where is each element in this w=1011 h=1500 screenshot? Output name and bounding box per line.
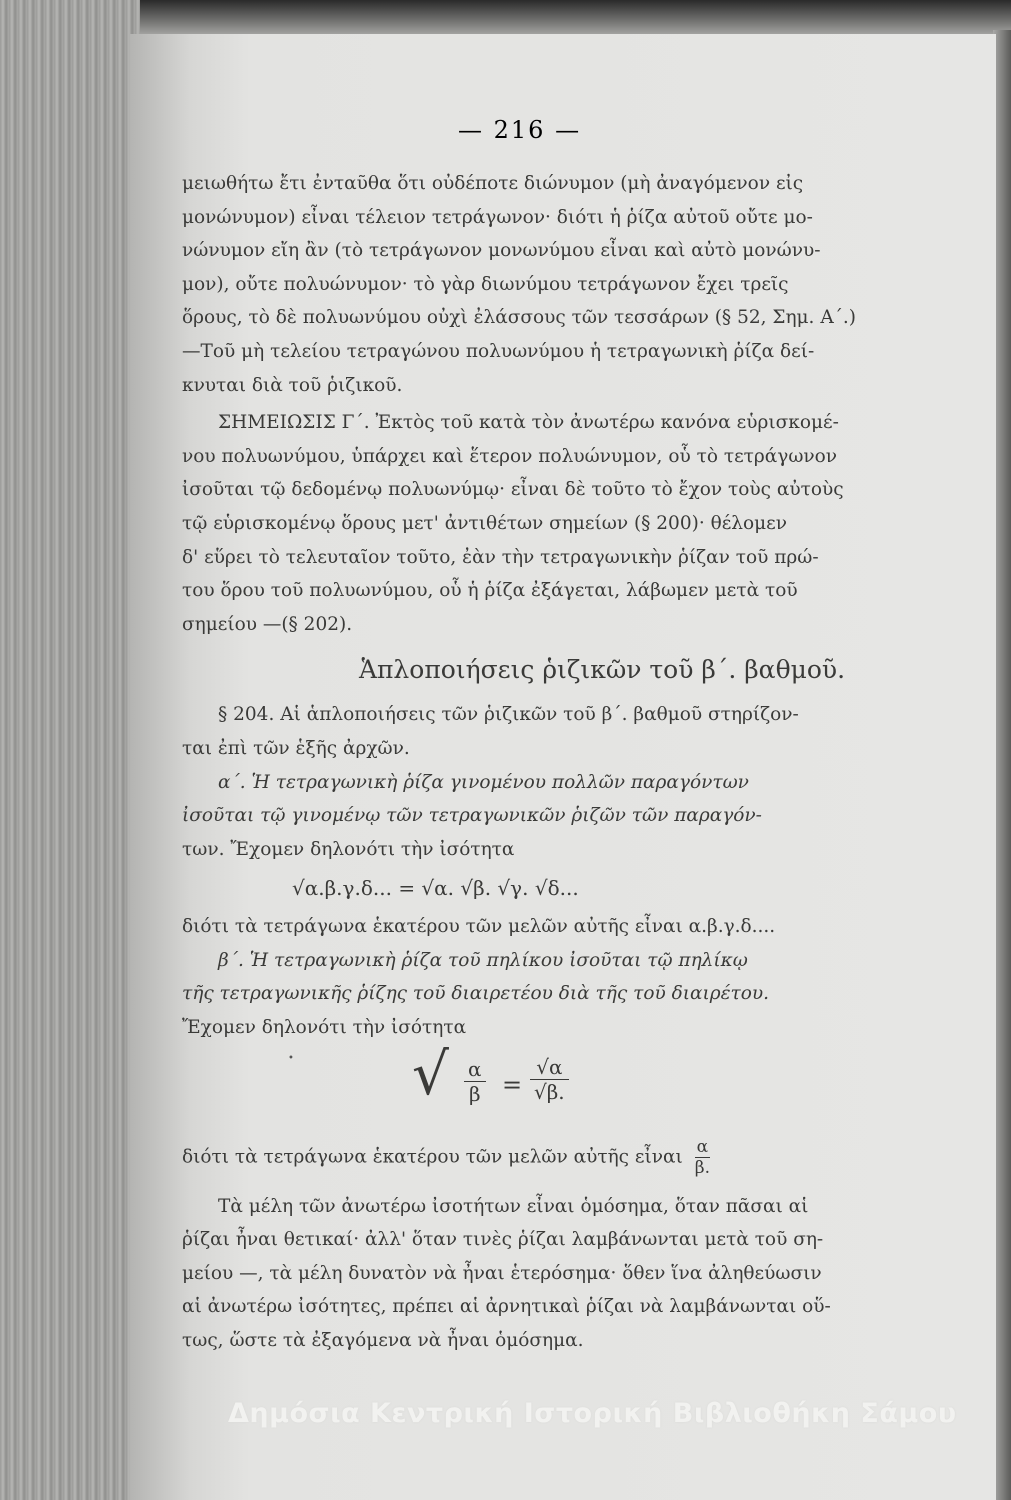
text-line: § 204. Αἱ ἁπλοποιήσεις τῶν ῥιζικῶν τοῦ β΄. βαθμοῦ στηρίζον- xyxy=(218,704,799,726)
rule-beta xyxy=(182,944,982,1045)
text-line: Τὰ μέλη τῶν ἀνωτέρω ἰσοτήτων εἶναι ὁμόσημα, ὅταν πᾶσαι αἱ xyxy=(218,1195,809,1217)
fraction-denominator: β. xyxy=(694,1157,711,1178)
text-line: ΣΗΜΕΙΩΣΙΣ Γ΄. Ἐκτὸς τοῦ κατὰ τὸν ἀνωτέρω κανόνα εὑρισκομέ- xyxy=(218,412,839,434)
text-line: των. Ἔχομεν δηλονότι τὴν ἰσότητα xyxy=(182,838,515,860)
text-line: τῆς τετραγωνικῆς ῥίζης τοῦ διαιρετέου διὰ τῆς τοῦ διαιρέτου. xyxy=(182,983,770,1005)
fraction-left xyxy=(464,1057,486,1106)
text-span: διότι τὰ τετράγωνα ἑκατέρου τῶν μελῶν αὐτῆς εἶναι xyxy=(182,1146,683,1168)
text-line: μονώνυμον) εἶναι τέλειον τετράγωνον· διότι ἡ ῥίζα αὐτοῦ οὔτε μο- xyxy=(182,206,813,228)
text-line: Ἔχομεν δηλονότι τὴν ἰσότητα xyxy=(182,1017,467,1039)
text-line: ἰσοῦται τῷ δεδομένῳ πολυωνύμῳ· εἶναι δὲ τοῦτο τὸ ἔχον τοὺς αὐτοὺς xyxy=(182,479,844,501)
book-page-stack xyxy=(0,0,140,1500)
text-line: κνυται διὰ τοῦ ῥιζικοῦ. xyxy=(182,374,403,396)
fraction-denominator: β xyxy=(468,1081,481,1106)
text-line: α΄. Ἡ τετραγωνικὴ ῥίζα γινομένου πολλῶν παραγόντων xyxy=(218,771,749,793)
page-body xyxy=(182,119,982,1358)
text-line: ται ἐπὶ τῶν ἑξῆς ἀρχῶν. xyxy=(182,737,410,759)
text-line: νώνυμον εἴη ἂν (τὸ τετράγωνον μονωνύμου εἶναι καὶ αὐτὸ μονώνυ- xyxy=(182,240,821,262)
note-gamma xyxy=(182,406,982,641)
text-line: τῷ εὑρισκομένῳ ὅρους μετ' ἀντιθέτων σημείων (§ 200)· θέλομεν xyxy=(182,512,788,534)
text-line: σημείου —(§ 202). xyxy=(182,613,353,635)
book-page xyxy=(130,34,996,1500)
formula-product-root xyxy=(182,866,982,910)
text-line: ῥίζαι ἦναι θετικαί· ἀλλ' ὅταν τινὲς ῥίζαι λαμβάνωνται μετὰ τοῦ ση- xyxy=(182,1229,824,1251)
text-line: ὅρους, τὸ δὲ πολυωνύμου οὐχὶ ἐλάσσους τῶν τεσσάρων (§ 52, Σημ. Α΄.) xyxy=(182,307,857,329)
text-line: —Τοῦ μὴ τελείου τετραγώνου πολυωνύμου ἡ τετραγωνικὴ ῥίζα δεί- xyxy=(182,340,815,362)
section-heading: Ἁπλοποιήσεις ῥιζικῶν τοῦ β΄. βαθμοῦ. xyxy=(358,655,846,685)
fraction-right xyxy=(530,1055,569,1104)
text-line: νου πολυωνύμου, ὑπάρχει καὶ ἕτερον πολυώνυμον, οὗ τὸ τετράγωνον xyxy=(182,445,838,467)
fraction-numerator: α xyxy=(696,1136,709,1157)
text-line: μείου —, τὰ μέλη δυνατὸν νὰ ἦναι ἑτερόσημα· ὅθεν ἵνα ἀληθεύωσιν xyxy=(182,1262,822,1284)
rule-alpha xyxy=(182,766,982,867)
text-line: διότι τὰ τετράγωνα ἑκατέρου τῶν μελῶν αὐτῆς εἶναι α.β.γ.δ.... xyxy=(182,916,776,938)
text-line: μον), οὔτε πολυώνυμον· τὸ γὰρ διωνύμου τετράγωνον ἔχει τρεῖς xyxy=(182,273,789,295)
library-watermark: Δημόσια Κεντρική Ιστορική Βιβλιοθήκη Σάμου xyxy=(228,1398,957,1429)
formula-rhs: = √α. √β. √γ. √δ... xyxy=(398,876,579,901)
closing-paragraph xyxy=(182,1190,982,1358)
equals-sign: = xyxy=(502,1070,523,1099)
inline-fraction xyxy=(695,1137,710,1178)
formula-lhs: √α.β.γ.δ... xyxy=(292,876,392,901)
section-204 xyxy=(182,698,982,765)
text-line: του ὅρου τοῦ πολυωνύμου, οὗ ἡ ῥίζα ἐξάγεται, λάβωμεν μετὰ τοῦ xyxy=(182,580,798,602)
text-line: τως, ὥστε τὰ ἐξαγόμενα νὰ ἦναι ὁμόσημα. xyxy=(182,1330,584,1352)
page-number: — 216 — xyxy=(458,116,582,144)
paragraph-1 xyxy=(182,167,982,402)
radical-sign-icon: √ xyxy=(412,1039,449,1108)
text-line: δ' εὕρει τὸ τελευταῖον τοῦτο, ἐὰν τὴν τετραγωνικὴν ῥίζαν τοῦ πρώ- xyxy=(182,546,819,568)
text-line: μειωθήτω ἔτι ἐνταῦθα ὅτι οὐδέποτε διώνυμον (μὴ ἀναγόμενον εἰς xyxy=(182,173,804,194)
fraction-numerator: √α xyxy=(530,1055,569,1080)
fraction-numerator: α xyxy=(464,1057,486,1082)
text-line: β΄. Ἡ τετραγωνικὴ ῥίζα τοῦ πηλίκου ἰσοῦται τῷ πηλίκῳ xyxy=(218,949,748,971)
fraction-denominator: √β. xyxy=(534,1079,565,1104)
margin-dot: • xyxy=(288,1053,294,1064)
text-line: αἱ ἀνωτέρω ἰσότητες, πρέπει αἱ ἀρνητικαὶ ῥίζαι νὰ λαμβάνωνται οὕ- xyxy=(182,1296,831,1318)
text-line: ἰσοῦται τῷ γινομένῳ τῶν τετραγωνικῶν ῥιζῶν τῶν παραγόν- xyxy=(182,805,762,827)
text-line xyxy=(182,1137,982,1178)
formula-quotient-root xyxy=(412,1039,982,1137)
